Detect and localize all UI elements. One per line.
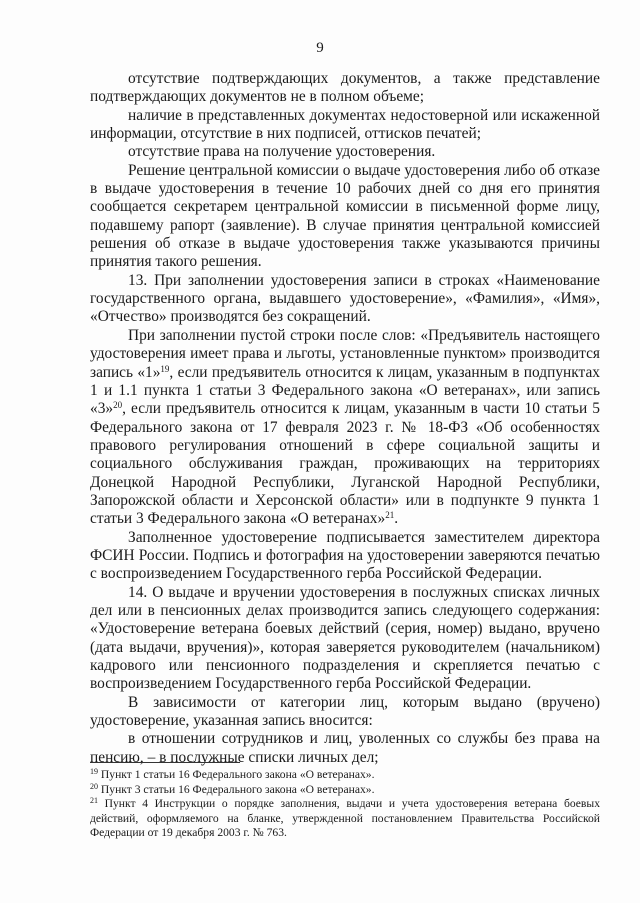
footnotes bbox=[90, 768, 600, 841]
footnote-mark: 20 bbox=[90, 781, 98, 791]
paragraph-text: , если предъявитель относится к лицам, указанным в части 10 статьи 5 Федерального закона от 17 февраля 2023 г. № 18-ФЗ «Об особенностях правового регулирования отношений в сфере социальной защиты и социального обслуживания граждан, проживающих на территориях Донецкой Народной Республики, Луганской Народной Республики, Запорожской области и Херсонской области» или в подпункте 9 пункта 1 статьи 3 Федерального закона «О ветеранах» bbox=[90, 400, 600, 528]
footnote-mark: 21 bbox=[90, 796, 98, 805]
paragraph-text: . bbox=[394, 510, 399, 528]
paragraph: Заполненное удостоверение подписывается заместителем директора ФСИН России. Подпись и фотография на удостоверении заверяются печатью с воспроизведением Государственного герба Российской Федерации. bbox=[90, 528, 600, 583]
paragraph: В зависимости от категории лиц, которым выдано (вручено) удостоверение, указанная запись вносится: bbox=[90, 693, 600, 730]
body-text bbox=[90, 70, 600, 767]
footnote bbox=[90, 797, 600, 841]
paragraph: отсутствие права на получение удостоверения. bbox=[128, 143, 436, 161]
paragraph: 13. При заполнении удостоверения записи в строках «Наименование государственного органа, выдавшего удостоверение», «Фамилия», «Имя», «Отчество» производятся без сокращений. bbox=[90, 271, 600, 326]
paragraph: в отношении сотрудников и лиц, уволенных со службы без права на пенсию, – в послужные списки личных дел; bbox=[90, 730, 600, 766]
footnote-text: Пункт 4 Инструкции о порядке заполнения, выдачи и учета удостоверения ветерана боевых действий, оформляемого на бланке, утвержденной постановлением Правительства Российской Федерации от 19 декабря 2003 г. № 763. bbox=[90, 797, 600, 839]
paragraph: отсутствие подтверждающих документов, а также представление подтверждающих документов не в полном объеме; bbox=[90, 70, 600, 106]
paragraph-text: , если предъявитель относится к лицам, указанным в подпунктах 1 и 1.1 пункта 1 статьи 3 Федерального закона «О ветеранах», или запись «3» bbox=[90, 363, 600, 418]
footnote-separator bbox=[90, 762, 240, 763]
paragraph-text: При заполнении пустой строки после слов: «Предъявитель настоящего удостоверения имеет права и льготы, установленные пунктом» производится запись «1» bbox=[90, 326, 600, 381]
footnote-text: Пункт 3 статьи 16 Федерального закона «О ветеранах». bbox=[98, 782, 375, 796]
paragraph: наличие в представленных документах недостоверной или искаженной информации, отсутствие в них подписей, оттисков печатей; bbox=[90, 106, 600, 143]
footnote-ref-20: 20 bbox=[113, 400, 123, 411]
footnote-ref-19: 19 bbox=[160, 363, 170, 374]
footnote-mark: 19 bbox=[90, 767, 98, 776]
paragraph: Решение центральной комиссии о выдаче удостоверения либо об отказе в выдаче удостоверения в течение 10 рабочих дней со дня его принятия сообщается секретарем центральной комиссии в письменной форме лицу, подавшему рапорт (заявление). В случае принятия центральной комиссией решения об отказе в выдаче удостоверения также указываются причины принятия такого решения. bbox=[90, 161, 600, 271]
page-number: 9 bbox=[316, 40, 324, 56]
footnote-text: Пункт 1 статьи 16 Федерального закона «О ветеранах». bbox=[98, 768, 375, 781]
paragraph: 14. О выдаче и вручении удостоверения в послужных списках личных дел или в пенсионных делах производится запись следующего содержания: «Удостоверение ветерана боевых действий (серия, номер) выдано, вручено (дата выдачи, вручения)», которая заверяется руководителем (начальником) кадрового или пенсионного подразделения и скрепляется печатью с воспроизведением Государственного герба Российской Федерации. bbox=[90, 583, 600, 693]
footnote bbox=[90, 768, 600, 783]
paragraph-blank-line-entry bbox=[90, 327, 600, 529]
footnote-ref-21: 21 bbox=[385, 510, 395, 521]
footnote bbox=[90, 783, 600, 798]
